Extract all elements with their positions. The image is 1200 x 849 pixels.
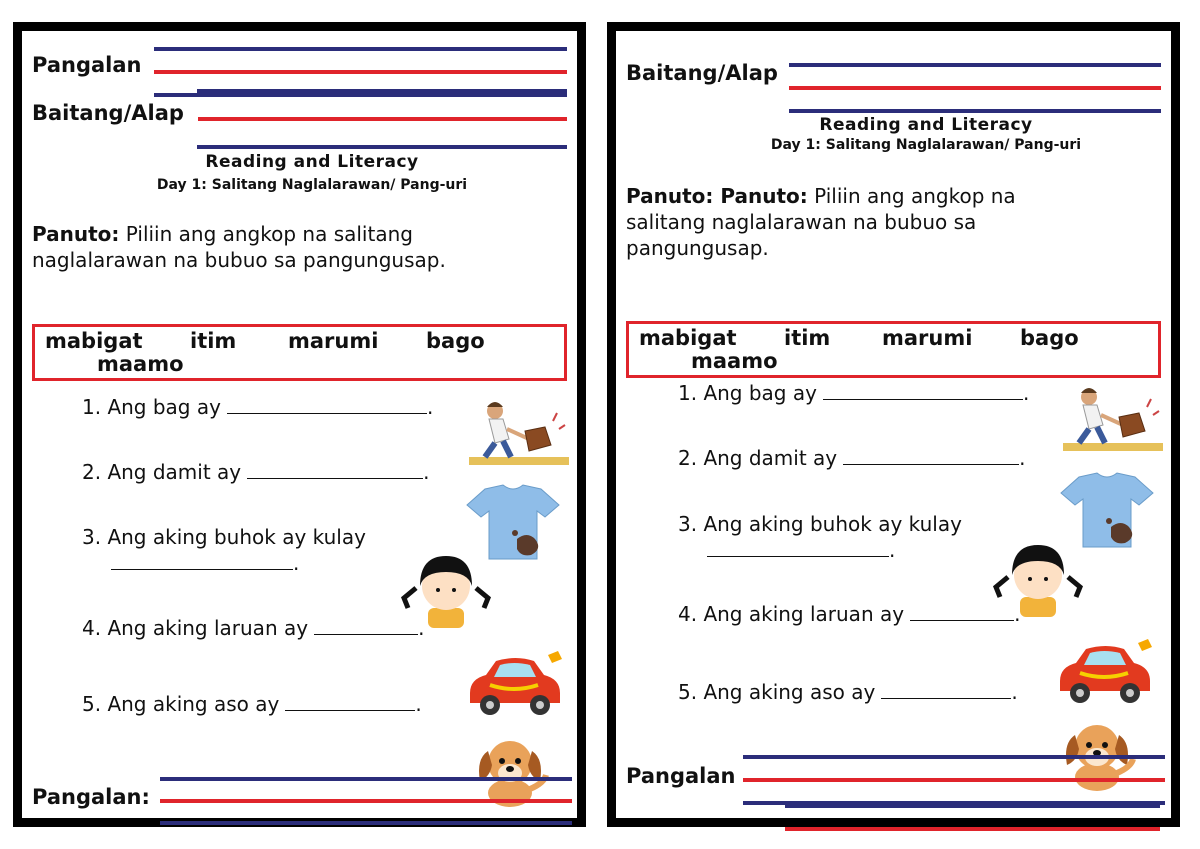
instructions — [32, 221, 552, 273]
word-choice: itim — [190, 329, 237, 353]
word-choice: bago — [1020, 326, 1079, 350]
answer-blank[interactable] — [910, 619, 1014, 621]
answer-blank[interactable] — [707, 555, 889, 557]
name-label-bottom: Pangalan — [626, 764, 736, 788]
question-item: 4. Ang aking laruan ay . — [678, 602, 1021, 626]
question-item: 2. Ang damit ay . — [678, 446, 1026, 470]
toy-car-icon — [464, 643, 564, 723]
answer-blank[interactable] — [314, 633, 418, 635]
grade-label: Baitang/Alap — [626, 61, 789, 85]
word-choice: marumi — [882, 326, 973, 350]
word-bank — [626, 321, 1161, 378]
question-item: 4. Ang aking laruan ay . — [82, 616, 425, 640]
worksheet-subtitle: Day 1: Salitang Naglalarawan/ Pang-uri — [156, 177, 468, 193]
extra-lines-overflow — [785, 804, 1160, 834]
name-label: Pangalan — [32, 53, 142, 77]
instructions-label: Panuto: Panuto: — [626, 184, 808, 208]
question-item: 1. Ang bag ay . — [678, 381, 1030, 405]
worksheet-title: Reading and Literacy — [819, 115, 1033, 135]
worksheet-title: Reading and Literacy — [205, 152, 419, 172]
instructions — [626, 183, 1096, 261]
instructions-label: Panuto: — [32, 222, 120, 246]
name-label-bottom: Pangalan: — [32, 785, 150, 809]
question-item: 3. Ang aking buhok ay kulay — [678, 512, 962, 536]
answer-blank[interactable] — [247, 477, 423, 479]
heavy-bag-man-icon — [1063, 385, 1163, 455]
word-choice: maamo — [691, 349, 778, 373]
word-choice: mabigat — [639, 326, 737, 350]
question-item-continued: . — [707, 538, 895, 562]
instructions-text: Piliin ang angkop na salitang naglalarawan na bubuo sa pangungusap. — [32, 222, 446, 272]
question-item-continued: . — [111, 551, 299, 575]
word-choice: maamo — [97, 352, 184, 376]
worksheet-right — [607, 22, 1180, 827]
question-item: 3. Ang aking buhok ay kulay — [82, 525, 366, 549]
answer-blank[interactable] — [881, 697, 1011, 699]
grade-label: Baitang/Alap — [32, 101, 198, 125]
answer-blank[interactable] — [285, 709, 415, 711]
grade-lines — [197, 89, 567, 149]
word-choice: mabigat — [45, 329, 143, 353]
question-item: 5. Ang aking aso ay . — [678, 680, 1018, 704]
name-lines-bottom — [160, 777, 572, 825]
grade-lines — [789, 61, 1161, 113]
worksheet-left — [13, 22, 586, 827]
word-choice: itim — [784, 326, 831, 350]
girl-black-hair-icon — [400, 548, 492, 628]
heavy-bag-man-icon — [469, 399, 569, 469]
instructions-text: Piliin ang angkop na salitang naglalarawan na bubuo sa pangungusap. — [626, 184, 1016, 260]
question-item: 2. Ang damit ay . — [82, 460, 430, 484]
girl-black-hair-icon — [992, 537, 1084, 617]
name-lines-bottom — [743, 753, 1165, 805]
answer-blank[interactable] — [843, 463, 1019, 465]
answer-blank[interactable] — [111, 568, 293, 570]
word-choice: bago — [426, 329, 485, 353]
word-bank — [32, 324, 567, 381]
worksheet-subtitle: Day 1: Salitang Naglalarawan/ Pang-uri — [770, 137, 1082, 153]
answer-blank[interactable] — [823, 398, 1023, 400]
toy-car-icon — [1054, 631, 1154, 711]
answer-blank[interactable] — [227, 412, 427, 414]
question-item: 5. Ang aking aso ay . — [82, 692, 422, 716]
question-item: 1. Ang bag ay . — [82, 395, 434, 419]
word-choice: marumi — [288, 329, 379, 353]
